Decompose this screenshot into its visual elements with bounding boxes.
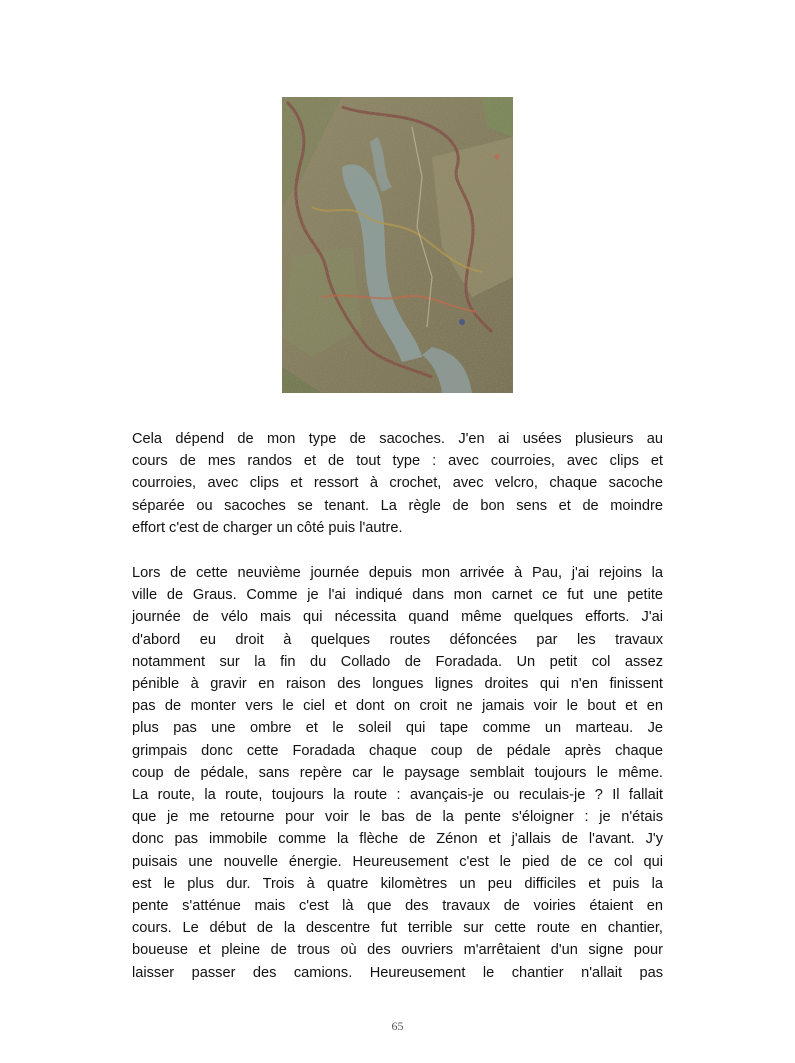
text-line: La route, la route, toujours la route : avançais-je ou reculais-je ? Il fallait: [132, 787, 663, 804]
text-line: Lors de cette neuvième journée depuis mon arrivée à Pau, j'ai rejoins la: [132, 565, 663, 581]
text-line: notamment sur la fin du Collado de Foradada. Un petit col assez: [132, 653, 663, 670]
text-line: journée de vélo mais qui nécessita quand même quelques efforts. J'ai: [132, 609, 663, 626]
text-line: ville de Graus. Comme je l'ai indiqué dans mon carnet ce fut une petite: [132, 587, 663, 604]
map-illustration: [282, 97, 513, 393]
text-line: cours. Le début de la descentre fut terrible sur cette route en chantier,: [132, 920, 663, 937]
text-line: est le plus dur. Trois à quatre kilomètres un peu difficiles et puis la: [132, 875, 663, 892]
text-line: donc pas immobile comme la flèche de Zénon et j'allais de l'avant. J'y: [132, 831, 663, 848]
map-photo: [282, 97, 513, 393]
text-line: cours de mes randos et de tout type : avec courroies, avec clips et: [132, 453, 663, 470]
text-line: Cela dépend de mon type de sacoches. J'en ai usées plusieurs au: [132, 431, 663, 447]
text-line: séparée ou sacoches se tenant. La règle de bon sens et de moindre: [132, 497, 663, 514]
text-line: laisser passer des camions. Heureusement le chantier n'allait pas: [132, 964, 663, 981]
text-line: pente s'atténue mais c'est là que des travaux de voiries étaient en: [132, 898, 663, 915]
text-line: boueuse et pleine de trous où des ouvriers m'arrêtaient d'un signe pour: [132, 942, 663, 959]
text-line: plus pas une ombre et le soleil qui tape comme un marteau. Je: [132, 720, 663, 737]
text-line: pas de monter vers le ciel et dont on croit ne jamais voir le bout et en: [132, 698, 663, 715]
text-line: grimpais donc cette Foradada chaque coup de pédale après chaque: [132, 742, 663, 759]
text-line: d'abord eu droit à quelques routes défoncées par les travaux: [132, 631, 663, 648]
text-line: puisais une nouvelle énergie. Heureusement c'est le pied de ce col qui: [132, 853, 663, 870]
text-line: courroies, avec clips et ressort à crochet, avec velcro, chaque sacoche: [132, 475, 663, 492]
text-line: coup de pédale, sans repère car le paysage semblait toujours le même.: [132, 764, 663, 781]
page-number: 65: [391, 1019, 404, 1033]
text-line: pénible à gravir en raison des longues lignes droites qui n'en finissent: [132, 676, 663, 693]
paragraph-1: [132, 428, 663, 539]
paragraph-2: [132, 562, 663, 984]
text-line: que je me retourne pour voir le bas de la pente s'éloigner : je n'étais: [132, 809, 663, 826]
text-line: effort c'est de charger un côté puis l'autre.: [132, 519, 403, 536]
